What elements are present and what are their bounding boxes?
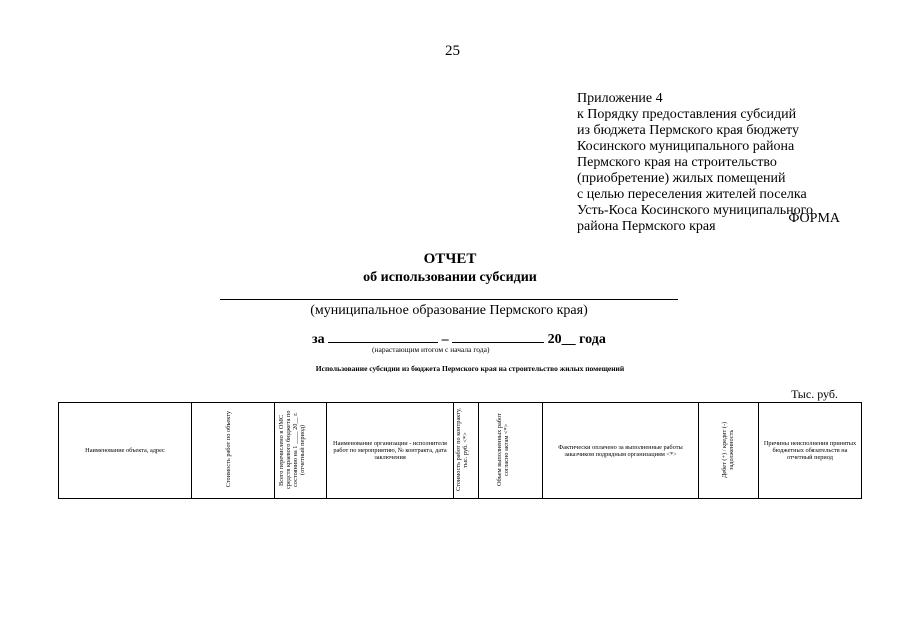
page-number: 25 (445, 43, 460, 59)
column-header-paid (543, 403, 699, 499)
period-dash: – (441, 332, 449, 347)
appendix-line: Косинского муниципального района (577, 139, 795, 154)
report-title: ОТЧЕТ (423, 251, 477, 267)
table-heading: Использование субсидии из бюджета Пермского края на строительство жилых помещений (315, 364, 625, 373)
period-prefix: за (312, 332, 325, 347)
column-header-label: Причины неисполнения принятых бюджетных обязательств на отчетный период (763, 440, 857, 461)
appendix-line: с целью переселения жителей поселка (577, 187, 807, 202)
column-header-label: Стоимость работ по объекту (225, 411, 232, 488)
report-subtitle: об использовании субсидии (363, 270, 537, 285)
subsidy-report-table (58, 402, 862, 499)
column-header-debt (699, 403, 759, 499)
period-end-blank (452, 329, 544, 343)
column-header-label: Всего перечислено в ОМС средств краевого бюджета по состоянию на 1 ____ 20__ г. (отчетный период) (277, 410, 306, 489)
column-header-contractor (327, 403, 454, 499)
column-header-label: Стоимость работ по контракту, тыс. руб. <*> (455, 408, 469, 491)
appendix-line: Пермского края на строительство (577, 155, 777, 170)
municipality-blank-line (220, 299, 678, 300)
appendix-line: района Пермского края (577, 219, 716, 234)
appendix-line: к Порядку предоставления субсидий (577, 107, 797, 122)
column-header-object (59, 403, 192, 499)
column-header-label: Наименование объекта, адрес (85, 447, 165, 454)
column-header-label: Наименование организации - исполнителя работ по мероприятию, № контракта, дата заключения (333, 440, 447, 461)
period-year: 20__ года (547, 332, 606, 347)
appendix-line: (приобретение) жилых помещений (577, 171, 786, 186)
appendix-line: Приложение 4 (577, 91, 663, 106)
column-header-reasons (759, 403, 862, 499)
municipality-caption: (муниципальное образование Пермского края) (310, 303, 588, 318)
column-header-transferred (275, 403, 327, 499)
form-label: ФОРМА (788, 211, 840, 226)
column-header-label: Объем выполненных работ согласно актам <*> (495, 413, 510, 486)
period-start-blank (328, 329, 438, 343)
units-label: Тыс. руб. (791, 387, 838, 401)
appendix-line: Усть-Коса Косинского муниципального (577, 203, 813, 218)
column-header-label: Фактически оплачено за выполненные работы заказчиком подрядным организациям <*> (558, 443, 683, 458)
column-header-label: Дебет (+) / кредит (-) задолженность (720, 421, 735, 478)
column-header-contract-cost (454, 403, 479, 499)
table-header-row (59, 403, 862, 499)
column-header-work-volume (479, 403, 543, 499)
column-header-cost (192, 403, 275, 499)
period-caption: (нарастающим итогом с начала года) (372, 345, 490, 354)
appendix-line: из бюджета Пермского края бюджету (577, 123, 799, 138)
